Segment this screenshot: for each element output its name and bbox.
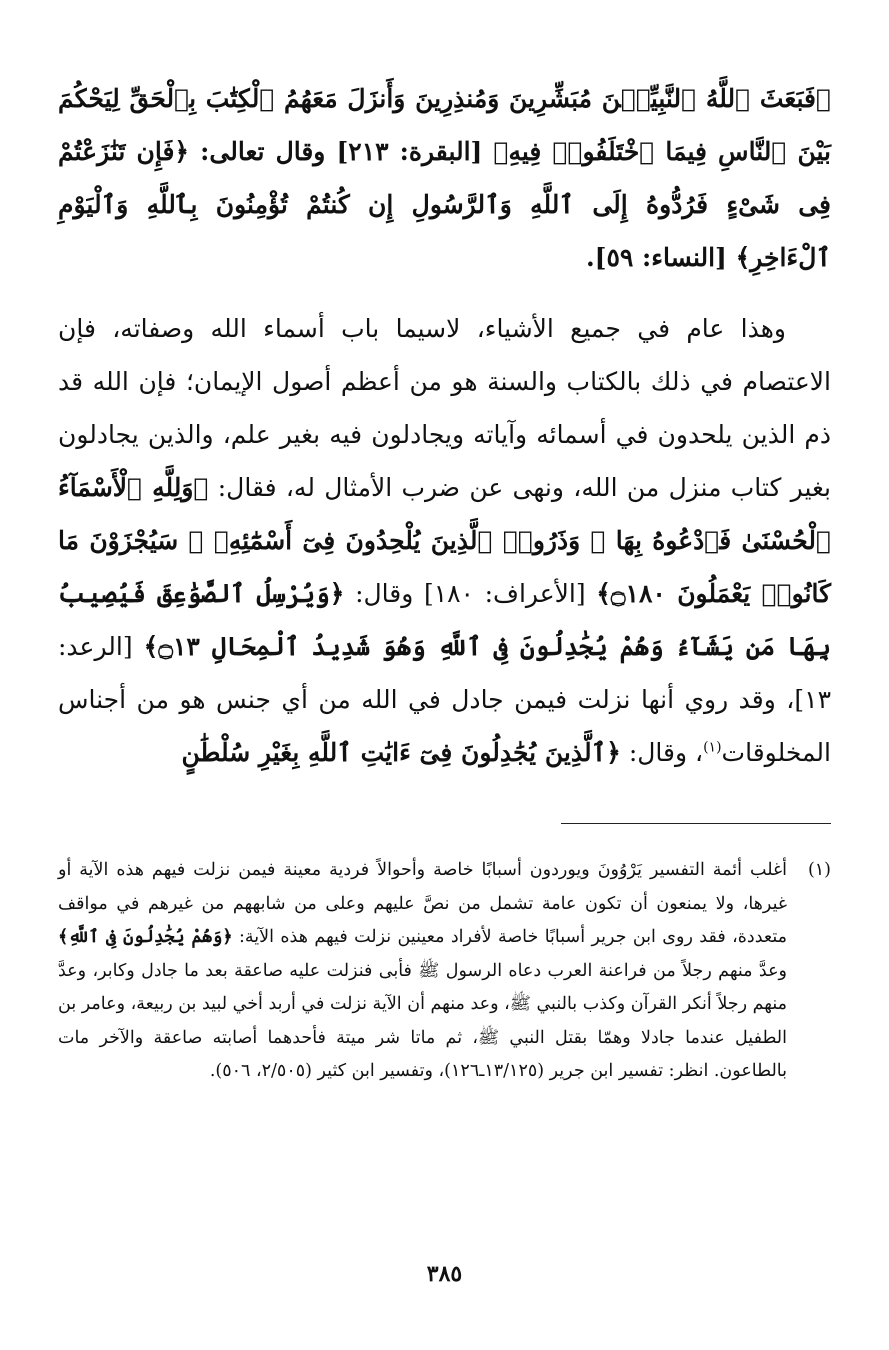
page-number: ٣٨٥: [426, 1261, 463, 1287]
footnote-reference: (١): [703, 739, 722, 756]
quran-verse-raad: ﴿وَيُرْسِلُ ٱلصَّوَٰعِقَ فَيُصِيبُ بِهَا مَن يَشَآءُ وَهُمْ يُجَٰدِلُونَ فِى ٱللَّهِ وَهُوَ شَدِيدُ ٱلْمِحَالِ ۝١٣﴾: [58, 579, 831, 661]
footnote-text: [58, 854, 787, 1089]
paragraph-2-text-b: [الأعراف: ١٨٠] وقال:: [344, 579, 597, 608]
quran-verse-araf: ﴿وَلِلَّهِ ٱلْأَسْمَآءُ ٱلْحُسْنَىٰ فَٱدْعُوهُ بِهَا ۖ وَذَرُوا۟ ٱلَّذِينَ يُلْحِدُونَ فِىٓ أَسْمَٰٓئِهِۦ ۚ سَيُجْزَوْنَ مَا كَانُوا۟ يَعْمَلُونَ ۝١٨٠﴾: [58, 473, 832, 608]
paragraph-2-text-a: وهذا عام في جميع الأشياء، لاسيما باب أسماء الله وصفاته، فإن الاعتصام في ذلك بالكتاب والسنة هو من أعظم أصول الإيمان؛ فإن الله قد ذم الذين يلحدون في أسمائه وآياته ويجادلون فيه بغير علم، والذين يجادلون بغير كتاب منزل من الله، ونهى عن ضرب الأمثال له، فقال:: [58, 314, 832, 502]
footnote: [58, 854, 831, 1089]
main-text: [58, 72, 831, 779]
paragraph-2-text-c: [الرعد: ١٣]، وقد روي أنها نزلت فيمن جادل في الله من أي جنس هو من أجناس المخلوقات: [58, 632, 831, 767]
footnote-text-b: وعدَّ منهم رجلاً من فراعنة العرب دعاه الرسول ﷺ فأبى فنزلت عليه صاعقة بعد ما جادل وكابر، وعدَّ منهم رجلاً أنكر القرآن وكذب بالنبي ﷺ، وعد منهم أن الآية نزلت في أربد أخي لبيد بن ربيعة، وعامر بن الطفيل عندما جادلا وهمّا بقتل النبي ﷺ، ثم ماتا شر ميتة فأحدهما أصابته صاعقة والآخر مات بالطاعون. انظر: تفسير ابن جرير (١٣/١٢٥ـ١٢٦)، وتفسير ابن كثير (٢/٥٠٥، ٥٠٦).: [58, 960, 787, 1081]
paragraph-2-text-d: ، وقال:: [620, 738, 704, 767]
footnote-quran: ﴿وَهُمْ يُجَٰدِلُونَ فِى ٱللَّهِ﴾: [58, 927, 233, 947]
paragraph-2: [58, 302, 831, 779]
footnote-separator: [561, 823, 831, 824]
paragraph-1: [58, 72, 831, 284]
paragraph-1-text: ﴿فَبَعَثَ ٱللَّهُ ٱلنَّبِيِّـۧنَ مُبَشِّرِينَ وَمُنذِرِينَ وَأَنزَلَ مَعَهُمُ ٱلْكِتَٰبَ بِٱلْحَقِّ لِيَحْكُمَ بَيْنَ ٱلنَّاسِ فِيمَا ٱخْتَلَفُوا۟ فِيهِ﴾ [البقرة: ٢١٣] وقال تعالى: ﴿فَإِن تَنَٰزَعْتُمْ فِى شَىْءٍ فَرُدُّوهُ إِلَى ٱللَّهِ وَٱلرَّسُولِ إِن كُنتُمْ تُؤْمِنُونَ بِٱللَّهِ وَٱلْيَوْمِ ٱلْءَاخِرِ﴾ [النساء: ٥٩].: [58, 84, 831, 272]
quran-verse-ghafir: ﴿ٱلَّذِينَ يُجَٰدِلُونَ فِىٓ ءَايَٰتِ ٱللَّهِ بِغَيْرِ سُلْطَٰنٍ: [181, 738, 621, 767]
footnote-text-a: أغلب أئمة التفسير يَرْوُونَ ويوردون أسبابًا خاصة وأحوالاً فردية معينة فيمن نزلت فيهم هذه الآية أو غيرها، ولا يمنعون أن تكون عامة تشمل من نصَّ عليهم وعلى من شابههم من غيرهم في مواقف متعددة، فقد روى ابن جرير أسبابًا خاصة لأفراد معينين نزلت فيهم هذه الآية:: [58, 860, 787, 947]
footnote-number: (١): [807, 860, 831, 880]
